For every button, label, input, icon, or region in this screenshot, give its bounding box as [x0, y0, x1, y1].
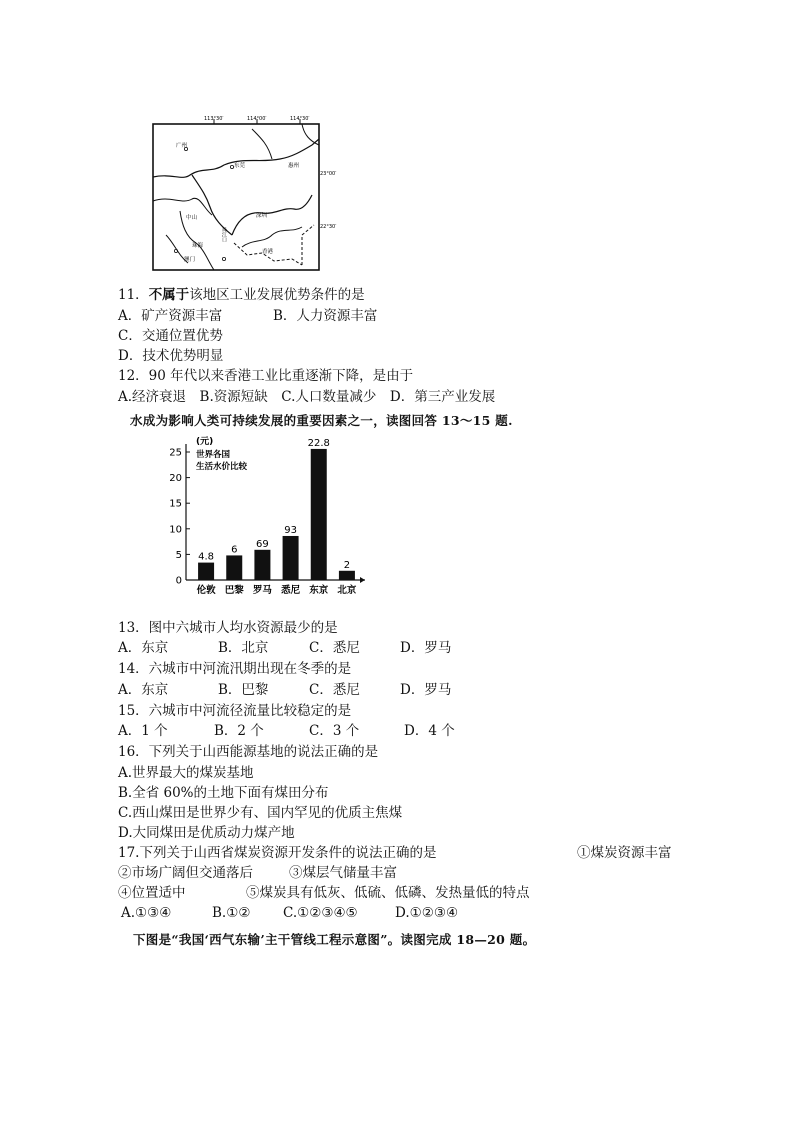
chart-y-tick-label: 15	[169, 498, 182, 510]
chart-y-tick-label: 5	[175, 549, 182, 561]
q17-option-c: C.①②③④⑤	[283, 905, 358, 921]
q17-item-5: ⑤煤炭具有低灰、低硫、低磷、发热量低的特点	[246, 885, 530, 901]
question-13-stem: 13．图中六城市人均水资源最少的是	[118, 620, 338, 636]
q17-item-1: ①煤炭资源丰富	[577, 845, 672, 861]
q12-options: A.经济衰退 B.资源短缺 C.人口数量减少 D．第三产业发展	[118, 389, 496, 405]
intro-13-15: 水成为影响人类可持续发展的重要因素之一，读图回答 13～15 题.	[130, 413, 513, 428]
q11-option-a: A．矿产资源丰富	[118, 308, 223, 324]
q11-option-b: B．人力资源丰富	[273, 308, 378, 324]
chart-category-label: 北京	[337, 585, 357, 596]
chart-title-line-1: 世界各国	[196, 450, 231, 460]
question-14-stem: 14．六城市中河流汛期出现在冬季的是	[118, 661, 352, 677]
q15-option-a: A．1 个	[118, 723, 168, 739]
q15-option-b: B．2 个	[214, 723, 264, 739]
chart-y-tick-label: 25	[169, 447, 182, 459]
place-label: 广州	[176, 143, 188, 149]
q16-option-b: B.全省 60%的土地下面有煤田分布	[118, 785, 329, 801]
chart-y-unit: (元)	[196, 437, 214, 447]
chart-value-label: 93	[284, 524, 297, 536]
chart-bar	[339, 571, 355, 580]
q17-item-3: ③煤层气储量丰富	[289, 865, 397, 881]
q11-emphasis: 不属于	[148, 287, 190, 303]
q14-option-b: B．巴黎	[218, 682, 269, 698]
lon-label: 114°00′	[247, 116, 267, 122]
intro-18-20: 下图是“我国‘西气东输’主干管线工程示意图”。读图完成 18—20 题。	[133, 932, 536, 947]
chart-value-label: 69	[256, 538, 269, 550]
q17-item-2: ②市场广阔但交通落后	[118, 865, 253, 881]
lat-label: 23°00′	[320, 171, 337, 177]
q17-option-b: B.①②	[212, 905, 251, 921]
q14-option-d: D．罗马	[400, 682, 452, 698]
question-16-stem: 16．下列关于山西能源基地的说法正确的是	[118, 744, 379, 760]
question-11-stem	[118, 286, 365, 304]
chart-category-label: 伦敦	[196, 585, 216, 596]
chart-category-label: 悉尼	[281, 585, 301, 596]
pearl-river-delta-map	[152, 115, 342, 273]
q11-option-c: C．交通位置优势	[118, 328, 223, 344]
place-label: 珠江口	[221, 227, 227, 242]
chart-value-label: 2	[343, 559, 351, 571]
q17-option-d: D.①②③④	[395, 905, 459, 921]
q17-item-4: ④位置适中	[118, 885, 186, 901]
chart-category-label: 东京	[309, 585, 329, 596]
lat-label: 22°30′	[320, 224, 337, 230]
place-label: 中山	[186, 215, 198, 221]
place-label: 香港	[262, 249, 274, 255]
lon-label: 113°30′	[204, 116, 224, 122]
water-price-bar-chart	[160, 432, 375, 602]
q15-option-c: C．3 个	[309, 723, 360, 739]
q11-option-d: D．技术优势明显	[118, 348, 224, 364]
q11-text: 该地区工业发展优势条件的是	[189, 287, 365, 303]
q13-option-b: B．北京	[218, 640, 269, 656]
q16-option-d: D.大同煤田是优质动力煤产地	[118, 825, 295, 841]
chart-y-tick-label: 20	[169, 473, 182, 485]
q13-option-d: D．罗马	[400, 640, 452, 656]
chart-category-label: 罗马	[252, 585, 272, 596]
place-label: 深圳	[256, 213, 268, 219]
q17-option-a: A.①③④	[121, 905, 172, 921]
chart-bar	[283, 536, 299, 580]
place-label: 珠海	[192, 243, 204, 249]
chart-value-label: 4.8	[198, 551, 215, 563]
chart-bar	[226, 555, 242, 580]
q13-option-a: A．东京	[118, 640, 169, 656]
chart-x-arrow	[360, 577, 365, 583]
q11-number: 11．	[118, 287, 149, 303]
q16-option-c: C.西山煤田是世界少有、国内罕见的优质主焦煤	[118, 805, 403, 821]
question-17-stem: 17.下列关于山西省煤炭资源开发条件的说法正确的是	[118, 845, 437, 861]
q16-option-a: A.世界最大的煤炭基地	[118, 765, 254, 781]
question-15-stem: 15．六城市中河流径流量比较稳定的是	[118, 703, 352, 719]
chart-y-tick-label: 10	[169, 524, 182, 536]
chart-bar	[311, 449, 327, 580]
question-12-stem: 12．90 年代以来香港工业比重逐渐下降，是由于	[118, 368, 414, 384]
chart-category-label: 巴黎	[224, 585, 244, 596]
place-label: 东莞	[234, 163, 246, 169]
chart-title-line-2: 生活水价比较	[196, 462, 248, 472]
chart-y-tick-label: 0	[175, 575, 182, 587]
q13-option-c: C．悉尼	[309, 640, 360, 656]
q15-option-d: D．4 个	[404, 723, 455, 739]
chart-value-label: 22.8	[307, 437, 330, 449]
q14-option-c: C．悉尼	[309, 682, 360, 698]
lon-label: 114°30′	[290, 116, 310, 122]
chart-bar	[254, 550, 270, 580]
q14-option-a: A．东京	[118, 682, 169, 698]
chart-bar	[198, 563, 214, 580]
chart-value-label: 6	[231, 544, 238, 556]
place-label: 惠州	[288, 163, 300, 169]
place-label: 澳门	[184, 257, 196, 263]
